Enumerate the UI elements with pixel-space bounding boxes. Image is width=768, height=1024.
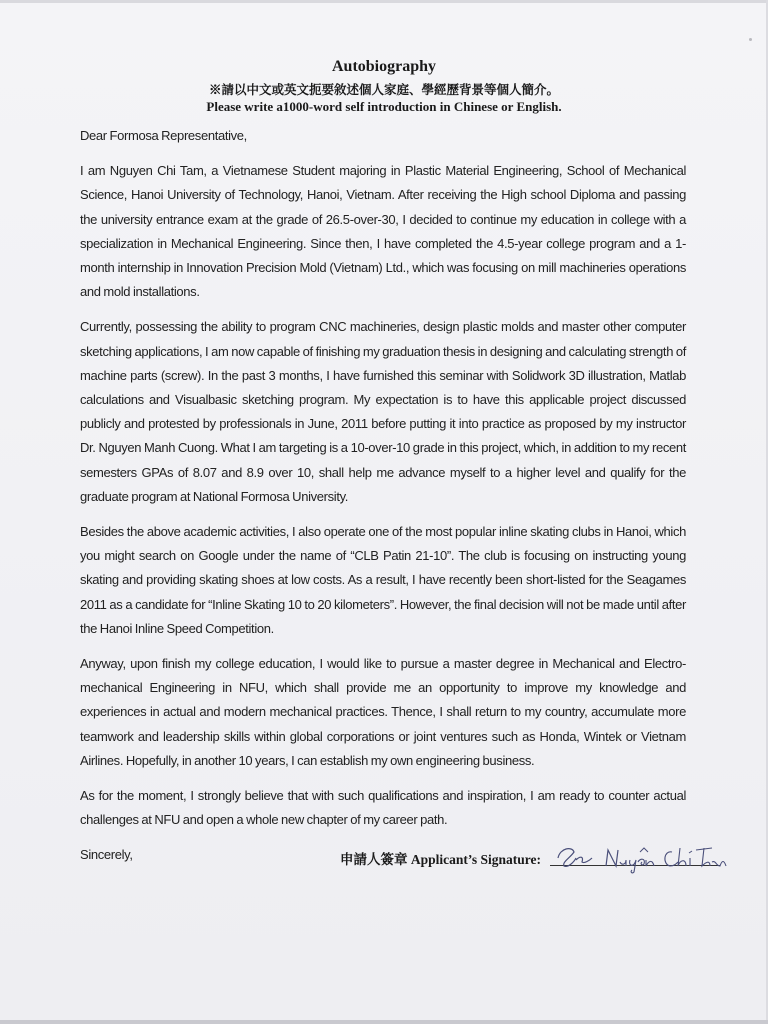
handwritten-signature	[550, 836, 730, 876]
instruction-chinese: ※請以中文或英文扼要敘述個人家庭、學經歷背景等個人簡介。	[208, 82, 559, 97]
signature-label: 申請人簽章 Applicant’s Signature:	[340, 852, 542, 867]
page-bottom-edge	[0, 1020, 768, 1024]
paragraph-future-plans: Anyway, upon finish my college education, I would like to pursue a master degree in Mechanical and Electro-mechanical Engineering in NFU, which shall provide me an opportunity to improve my knowledge and experiences in actual and modern mechanical practices. Thence, I shall return to my country, accumulate more teamwork and leadership skills within global corporations or joint ventures such as Honda, Wintek or Vietnam Airlines. Hopefully, in another 10 years, I can establish my own engineering business.	[80, 656, 686, 768]
salutation: Dear Formosa Representative,	[80, 128, 247, 143]
paragraph-education: I am Nguyen Chi Tam, a Vietnamese Student majoring in Plastic Material Engineering, School of Mechanical Science, Hanoi University of Technology, Hanoi, Vietnam. After receiving the High school Diploma and passing the university entrance exam at the grade of 26.5-over-30, I decided to continue my education in college with a specialization in Mechanical Engineering. Since then, I have completed the 4.5-year college program and a 1-month internship in Innovation Precision Mold (Vietnam) Ltd., which was focusing on mill machineries operations and mold installations.	[80, 163, 686, 300]
page-top-edge	[0, 0, 768, 3]
signature-block	[340, 838, 730, 878]
paragraph-thesis: Currently, possessing the ability to program CNC machineries, design plastic molds and master other computer sketching applications, I am now capable of finishing my graduation thesis in designing and calculating strength of machine parts (screw). In the past 3 months, I have furnished this seminar with Solidwork 3D illustration, Matlab calculations and Visualbasic sketching program. My expectation is to have this applicable project discussed publicly and protested by professionals in June, 2011 before putting it into practice as proposed by my instructor Dr. Nguyen Manh Cuong. What I am targeting is a 10-over-10 grade in this project, which, in addition to my recent semesters GPAs of 8.07 and 8.9 over 10, shall help me advance myself to a higher level and qualify for the graduate program at National Formosa University.	[80, 319, 686, 504]
paragraph-skating-club: Besides the above academic activities, I also operate one of the most popular inline skating clubs in Hanoi, which you might search on Google under the name of “CLB Patin 21-10”. The club is focusing on instructing young skating and providing skating shoes at low costs. As a result, I have recently been short-listed for the Seagames 2011 as a candidate for “Inline Skating 10 to 20 kilometers”. However, the final decision will not be made until after the Hanoi Inline Speed Competition.	[80, 524, 686, 636]
closing: Sincerely,	[80, 847, 133, 863]
letter-body	[80, 124, 686, 879]
paragraph-conclusion: As for the moment, I strongly believe that with such qualifications and inspiration, I am ready to counter actual challenges at NFU and open a whole new chapter of my career path.	[80, 788, 686, 828]
document-title: Autobiography	[331, 58, 437, 75]
instruction-english: Please write a1000-word self introduction in Chinese or English.	[206, 99, 562, 114]
scan-speck	[749, 38, 752, 41]
